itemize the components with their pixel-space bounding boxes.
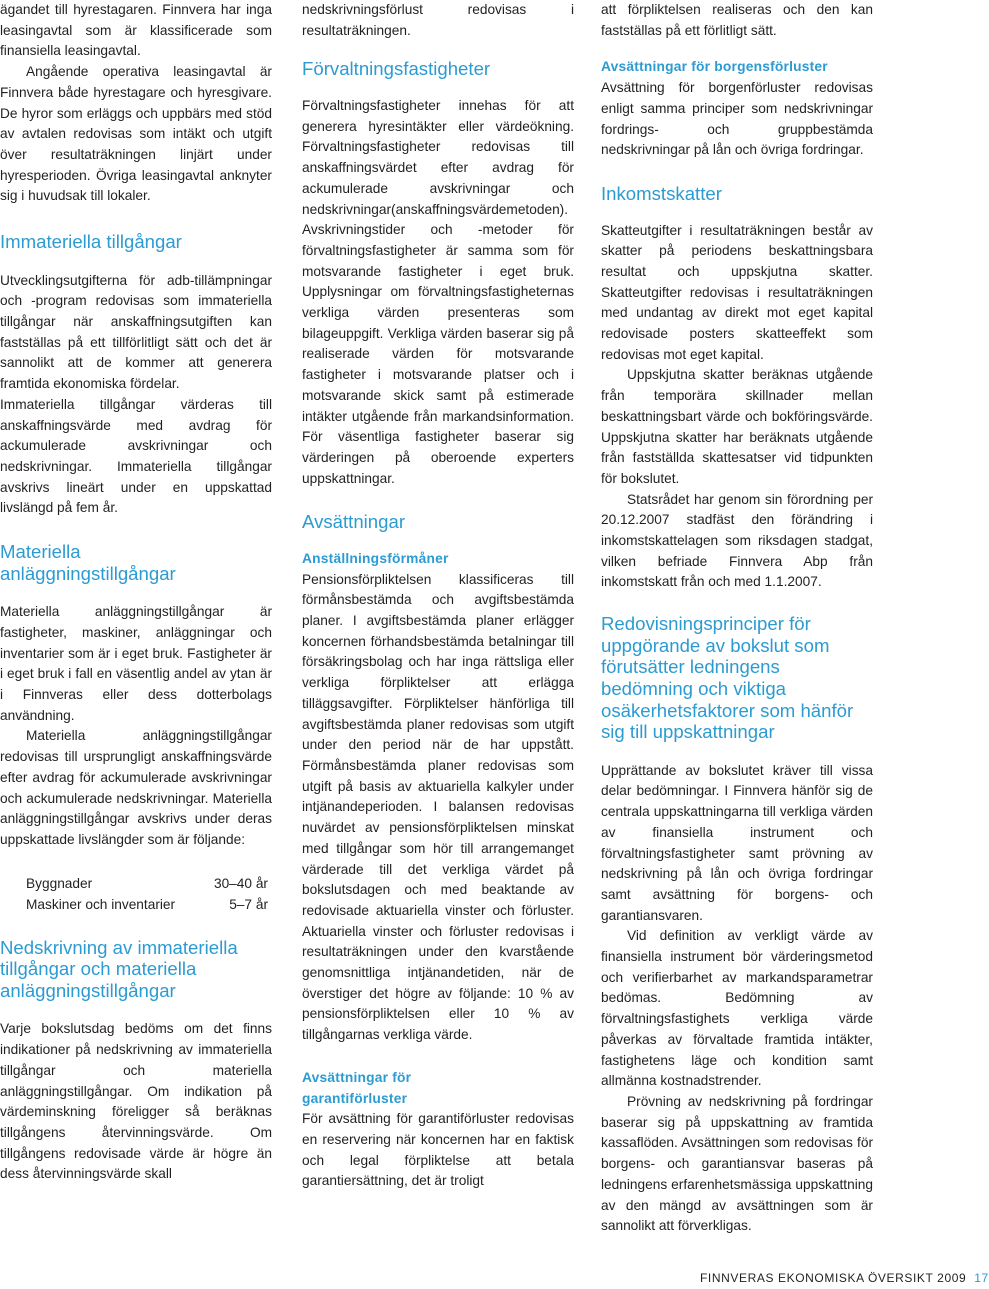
subsection-heading: Avsättningar för garantiförluster [302,1069,412,1106]
paragraph: Avsättning för borgenförluster redovisas enligt samma principer som nedskrivningar fordrings- och gruppbestämda nedskrivningar på lån och övriga fordringar. [601,80,873,158]
paragraph: För avsättning för garantiförluster redovisas en reservering när koncernen har en faktisk och legal förpliktelse att betala garantiersättning, det är troligt [302,1111,574,1189]
paragraph: Upprättande av bokslutet kräver till vissa delar bedömningar. I Finnvera hänför sig de centrala uppskattningarna till verkliga värden av finansiella instrument och förvaltningsfastigheter samt prövning av nedskrivning på lån och övriga fordringar samt avsättning för borgens- och garantiansvaren. [601,762,873,923]
paragraph: Pensionsförpliktelsen klassificeras till förmånsbestämda och avgiftsbestämda planer. I avgiftsbestämda planer erlägger koncernen förhandsbestämda betalningar till försäkringsbolag och har inga rättsliga eller verkliga förpliktelser att erlägga tilläggsavgifter. Förpliktelser hänförliga till avgiftsbestämda planer redovisas som utgift under den period när de har uppstått. Förmånsbestämda planer redovisas som utgift på basis av aktuariella kalkyler under intjänandeperioden. I balansen redovisas nuvärdet av pensionsförpliktelsen minskat med tillgångar som hör till arrangemanget värderade till det verkliga värdet på bokslutsdagen och med beaktande av redovisade aktuariella vinster och förluster. Aktuariella vinster och förluster redovisas i resultaträkningen under den kvarstående genomsnittliga intjänandetiden, när de överstiger det högre av följande: 10 % av pensionsförpliktelsen eller 10 % av tillgångarnas verkliga värde. [302,571,574,1043]
table-cell-value: 5–7 år [229,896,268,912]
subsection-heading: Anställningsförmåner [302,550,449,566]
section-heading: Avsättningar [302,511,406,533]
column-middle [302,0,574,1192]
section-heading: Immateriella tillgångar [0,231,182,253]
paragraph: Prövning av nedskrivning på fordringar baserar sig på uppskattning av framtida kassaflöden. Avsättningen som redovisas för borgens- och garantiansvar baseras på ledningens erfarenhetsmässiga uppskattning av den mängd av avsättningen som är sannolikt att förverkligas. [601,1093,873,1234]
depreciation-table [26,873,268,915]
page-footer [700,1271,989,1285]
subsection-heading: Avsättningar för borgensförluster [601,59,828,75]
table-cell-label: Maskiner och inventarier [26,896,176,912]
paragraph: Statsrådet har genom sin förordning per 20.12.2007 stadfäst den förändring i inkomstskattelagen som riksdagen stadgat, vilken befriade Finnvera Abp från inkomstskatt från och med 1.1.2007. [601,491,873,590]
section-heading: Förvaltningsfastigheter [302,58,491,80]
paragraph: Angående operativa leasingavtal är Finnvera både hyrestagare och hyresgivare. De hyror som erläggs och uppbärs med stöd av avtalen redovisas som intäkt och utgift över resultaträkningen linjärt under hyresperioden. Övriga leasingavtal anknyter sig i huvudsak till lokaler. [0,64,272,204]
paragraph: Materiella anläggningstillgångar redovisas till ursprungligt anskaffningsvärde efter avdrag för ackumulerade avskrivningar och ackumulerade nedskrivningar. Materiella anläggningstillgångar avskrivs under deras uppskattade livslängder som är följande: [0,728,272,847]
paragraph: ägandet till hyrestagaren. Finnvera har inga leasingavtal som är klassificerade som finansiella leasingavtal. [0,2,272,59]
paragraph: Uppskjutna skatter beräknas utgående från temporära skillnader mellan beskattningsbart värde och bokföringsvärde. Uppskjutna skatter har beräknats utgående från fastställda skattesatser vid tidpunkten för bokslutet. [601,367,873,486]
page-number: 17 [974,1271,989,1285]
section-heading: Redovisningsprinciper för uppgörande av bokslut som förutsätter ledningens bedömning och viktiga osäkerhetsfaktorer som hänför sig till uppskattningar [601,613,854,743]
paragraph: Skatteutgifter i resultaträkningen består av skatter på periodens beskattningsbara resultat och uppskjutna skatter. Skatteutgifter redovisas i resultaträkningen med undantag av direkt mot eget kapital redovisade posters skatteeffekt som redovisas mot eget kapital. [601,222,873,362]
table-row [26,873,268,894]
paragraph: Materiella anläggningstillgångar är fastigheter, maskiner, anläggningar och inventarier som är i eget bruk. Fastigheter är i eget bruk i fall en väsentlig andel av ytan är i Finnveras eller dess dotterbolags användning. [0,604,272,723]
section-heading: Inkomstskatter [601,182,722,204]
paragraph: Förvaltningsfastigheter innehas för att generera hyresintäkter eller värdeökning. Förvaltningsfastigheter redovisas till anskaffningsvärdet efter avdrag för ackumulerade avskrivningar och nedskrivningar(anskaffningsvärdemetoden). Avskrivningstider och -metoder för förvaltningsfastigheter är samma som för motsvarande fastigheter i eget bruk. Upplysningar om förvaltningsfastigheternas verkliga värden presenteras som bilageuppgift. Verkliga värden baserar sig på realiserade värden för motsvarande fastigheter i motsvarande platser och i motsvarande skick samt på estimerade intäkter utgående från markandsinformation. För väsentliga fastigheter baserar sig värderingen på oberoende experters uppskattningar. [302,98,574,486]
section-heading: Nedskrivning av immateriella tillgångar och materiella anläggningstillgångar [0,936,238,1001]
paragraph: Varje bokslutsdag bedöms om det finns indikationer på nedskrivning av immateriella tillgångar och materiella anläggningstillgångar. Om indikation på värdeminskning föreligger så beräknas tillgångens återvinningsvärde. Om tillgångens redovisade värde är högre än dess återvinningsvärde skall [0,1021,272,1182]
paragraph: Utvecklingsutgifterna för adb-tillämpningar och -program redovisas som immateriella tillgångar när anskaffningsutgiften kan fastställas på ett tillförlitligt sätt och det är sannolikt att de kommer att generera framtida ekonomiska fördelar. [0,272,272,392]
column-right [601,0,873,1237]
table-cell-label: Byggnader [26,875,93,891]
paragraph: Immateriella tillgångar värderas till anskaffningsvärde med avdrag för ackumulerade avskrivningar och nedskrivningar. Immateriella tillgångar avskrivs lineärt under en uppskattad livslängd på fem år. [0,396,272,516]
publication-title: FINNVERAS EKONOMISKA ÖVERSIKT 2009 [700,1271,967,1285]
paragraph: nedskrivningsförlust redovisas i resultaträkningen. [302,2,574,38]
section-heading: Materiella anläggningstillgångar [0,541,176,584]
table-row [26,894,268,915]
paragraph: att förpliktelsen realiseras och den kan fastställas på ett förlitligt sätt. [601,2,873,38]
table-cell-value: 30–40 år [213,875,268,891]
paragraph: Vid definition av verkligt värde av finansiella instrument bör värderingsmetod och verifierbarhet av markandsparametrar bedömas. Bedömning av förvaltningsfastighets verkliga värde påverkas av förvaltade framtida intäkter, fastighetens läge och kondition samt allmänna kostnadstrender. [601,928,873,1089]
column-left [0,0,272,1185]
